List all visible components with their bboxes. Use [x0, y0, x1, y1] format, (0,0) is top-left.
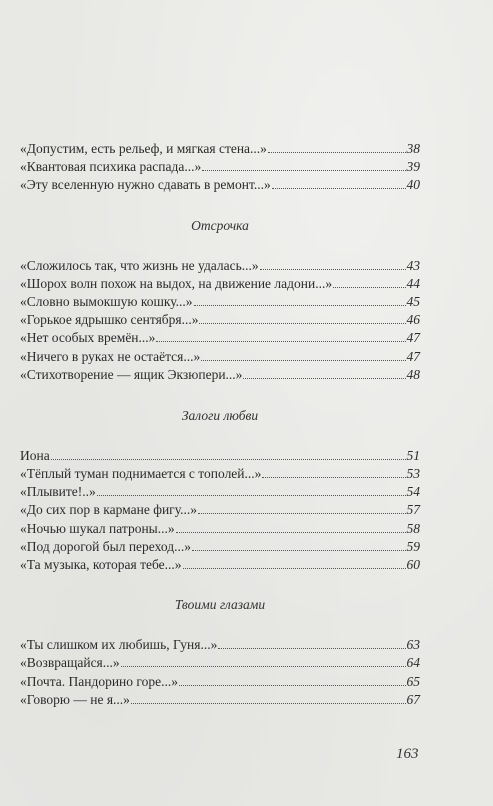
- entry-page: 40: [406, 177, 420, 193]
- entry-page: 58: [406, 520, 420, 536]
- entry-page: 59: [406, 538, 420, 554]
- entry-page: 39: [406, 159, 420, 175]
- section-heading: Отсрочка: [191, 217, 249, 233]
- entry-title: «Сложилось так, что жизнь не удалась...»: [20, 257, 259, 273]
- entry-page: 51: [406, 447, 420, 463]
- entry-title: «Тёплый туман поднимается с тополей...»: [20, 466, 262, 482]
- entry-title: Иона: [20, 447, 50, 463]
- entry-title: «Стихотворение — ящик Экзюпери...»: [20, 366, 243, 382]
- entry-title: «Нет особых времён...»: [20, 330, 156, 346]
- toc-entry[interactable]: [20, 520, 420, 538]
- dot-leader: [156, 341, 405, 342]
- toc-entry[interactable]: [20, 311, 420, 329]
- entry-title: «Ты слишком их любишь, Гуня...»: [20, 637, 218, 653]
- entry-title: «Под дорогой был переход...»: [20, 538, 191, 554]
- dot-leader: [333, 287, 405, 288]
- toc-entry[interactable]: [20, 501, 420, 519]
- entry-page: 46: [406, 312, 420, 328]
- toc-entry[interactable]: [20, 176, 420, 194]
- toc-entry[interactable]: [20, 293, 420, 311]
- section-heading: Залоги любви: [181, 407, 259, 423]
- dot-leader: [176, 532, 406, 533]
- toc-entry[interactable]: [20, 538, 420, 556]
- dot-leader: [121, 666, 406, 667]
- toc-entry[interactable]: [20, 447, 420, 465]
- toc-entry[interactable]: [20, 257, 420, 275]
- toc-entry[interactable]: [20, 465, 420, 483]
- dot-leader: [260, 269, 406, 270]
- dot-leader: [131, 703, 406, 704]
- toc-entry[interactable]: [20, 483, 420, 501]
- entry-page: 60: [406, 557, 420, 572]
- entry-page: 43: [406, 257, 420, 273]
- dot-leader: [51, 459, 406, 460]
- dot-leader: [199, 323, 405, 324]
- entry-page: 47: [406, 330, 420, 346]
- toc-entry[interactable]: [20, 275, 420, 293]
- entry-page: 44: [406, 275, 420, 291]
- toc-section-tvoimi-glazami: [20, 596, 420, 709]
- toc-entry[interactable]: [20, 158, 420, 176]
- toc-entry[interactable]: [20, 140, 420, 158]
- entry-title: «Говорю — не я...»: [20, 691, 130, 707]
- toc-entry[interactable]: [20, 691, 420, 709]
- dot-leader: [198, 513, 406, 514]
- entry-title: «Та музыка, которая тебе...»: [20, 557, 182, 572]
- dot-leader: [243, 378, 405, 379]
- dot-leader: [192, 550, 406, 551]
- entry-title: «Почта. Пандорино горе...»: [20, 673, 178, 689]
- toc-section-otsrochka: [20, 217, 420, 384]
- entry-page: 63: [406, 637, 420, 653]
- toc-entry[interactable]: [20, 636, 420, 654]
- entry-page: 57: [406, 502, 420, 518]
- entry-title: «Шорох волн похож на выдох, на движение ладони...»: [20, 275, 333, 291]
- toc-entry[interactable]: [20, 654, 420, 672]
- entry-title: «До сих пор в кармане фигу...»: [20, 502, 197, 518]
- entry-page: 53: [406, 466, 420, 482]
- section-heading: Твоими глазами: [174, 597, 266, 613]
- entry-page: 38: [406, 141, 420, 156]
- entry-title: «Допустим, есть рельеф, и мягкая стена...»: [20, 141, 267, 156]
- dot-leader: [218, 648, 405, 649]
- entry-title: «Плывите!..»: [20, 484, 96, 500]
- dot-leader: [97, 495, 406, 496]
- dot-leader: [183, 568, 406, 569]
- entry-title: «Горькое ядрышко сентября...»: [20, 312, 199, 328]
- toc-section-continued: [20, 140, 420, 195]
- toc-entry[interactable]: [20, 329, 420, 347]
- table-of-contents: [20, 140, 420, 709]
- dot-leader: [272, 188, 406, 189]
- entry-title: «Квантовая психика распада...»: [20, 159, 202, 175]
- toc-entry[interactable]: [20, 673, 420, 691]
- dot-leader: [201, 360, 405, 361]
- toc-section-zalogi-lyubvi: [20, 407, 420, 574]
- entry-page: 45: [406, 293, 420, 309]
- toc-entry[interactable]: [20, 556, 420, 574]
- entry-page: 48: [406, 366, 420, 382]
- dot-leader: [194, 305, 406, 306]
- entry-page: 64: [406, 655, 420, 671]
- entry-page: 65: [406, 673, 420, 689]
- entry-page: 54: [406, 484, 420, 500]
- entry-title: «Возвращайся...»: [20, 655, 120, 671]
- entry-page: 47: [406, 348, 420, 364]
- entry-title: «Эту вселенную нужно сдавать в ремонт...»: [20, 177, 271, 193]
- dot-leader: [268, 152, 406, 153]
- entry-title: «Ночью шукал патроны...»: [20, 520, 175, 536]
- dot-leader: [262, 477, 405, 478]
- toc-entry[interactable]: [20, 366, 420, 384]
- entry-title: «Ничего в руках не остаётся...»: [20, 348, 201, 364]
- entry-page: 67: [406, 691, 420, 707]
- dot-leader: [202, 170, 405, 171]
- toc-entry[interactable]: [20, 348, 420, 366]
- entry-title: «Словно вымокшую кошку...»: [20, 293, 193, 309]
- dot-leader: [179, 685, 406, 686]
- page-number: 163: [396, 746, 419, 762]
